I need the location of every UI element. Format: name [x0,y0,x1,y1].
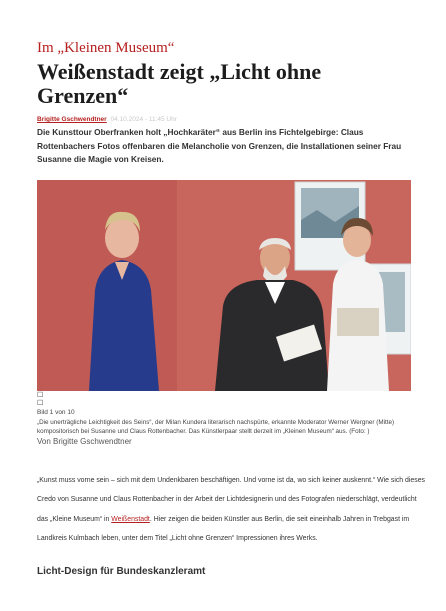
gallery-next-icon[interactable]: ☐ [37,400,44,407]
paragraph-text-end: . Hier zeigen die beiden Künstler aus Berlin, die seit eineinhalb Jahren in Trebgast im Landkreis Kulmbach leben, unter dem Titel „Licht ohne Grenzen“ Impressionen ihres Werks. [37,515,410,543]
publish-date: 04.10.2024 - 11:45 Uhr [110,116,177,123]
gallery-counter: Bild 1 von 10 [37,409,75,416]
article-kicker: Im „Kleinen Museum“ [37,40,175,56]
gallery-prev-icon[interactable]: ☐ [37,392,44,399]
photo-illustration [37,180,411,391]
article-teaser: Die Kunsttour Oberfranken holt „Hochkaräter“ aus Berlin ins Fichtelgebirge: Claus Rottenbachers Fotos offenbaren die Melancholie von Grenzen, die Installationen seiner Frau Susanne die Magie von Kreisen. [37,127,402,165]
article-author-line: Von Brigitte Gschwendtner [37,437,132,446]
paragraph-text-start: „Kunst muss vorne sein – sich mit dem Undenkbaren beschäftigen. Und vorne ist da, wo sich keiner auskennt.“ Wie sich dieses Credo von Susanne und Claus Rottenbacher in der Arbeit der Lichtdesignerin und des Fotografen niederschlägt, verdeutlicht das „Kleine Museum“ in [37,477,425,523]
article-paragraph [37,471,425,549]
byline [37,116,177,123]
author-link[interactable]: Brigitte Gschwendtner [37,116,107,123]
article-photo[interactable] [37,180,411,391]
section-subhead: Licht-Design für Bundeskanzleramt [37,566,206,577]
photo-caption: „Die unerträgliche Leichtigkeit des Seins“, der Milan Kundera literarisch nachspürte, erkannte Moderator Werner Wergner (Mitte) kompositorisch bei Susanne und Claus Rottenbacher. Das Künstlerpaar stellt derzeit im „Kleinen Museum“ aus. (Foto: ) [37,419,395,435]
article-headline: Weißenstadt zeigt „Licht ohne Grenzen“ [37,59,322,108]
location-link[interactable]: Weißenstadt [111,515,150,523]
